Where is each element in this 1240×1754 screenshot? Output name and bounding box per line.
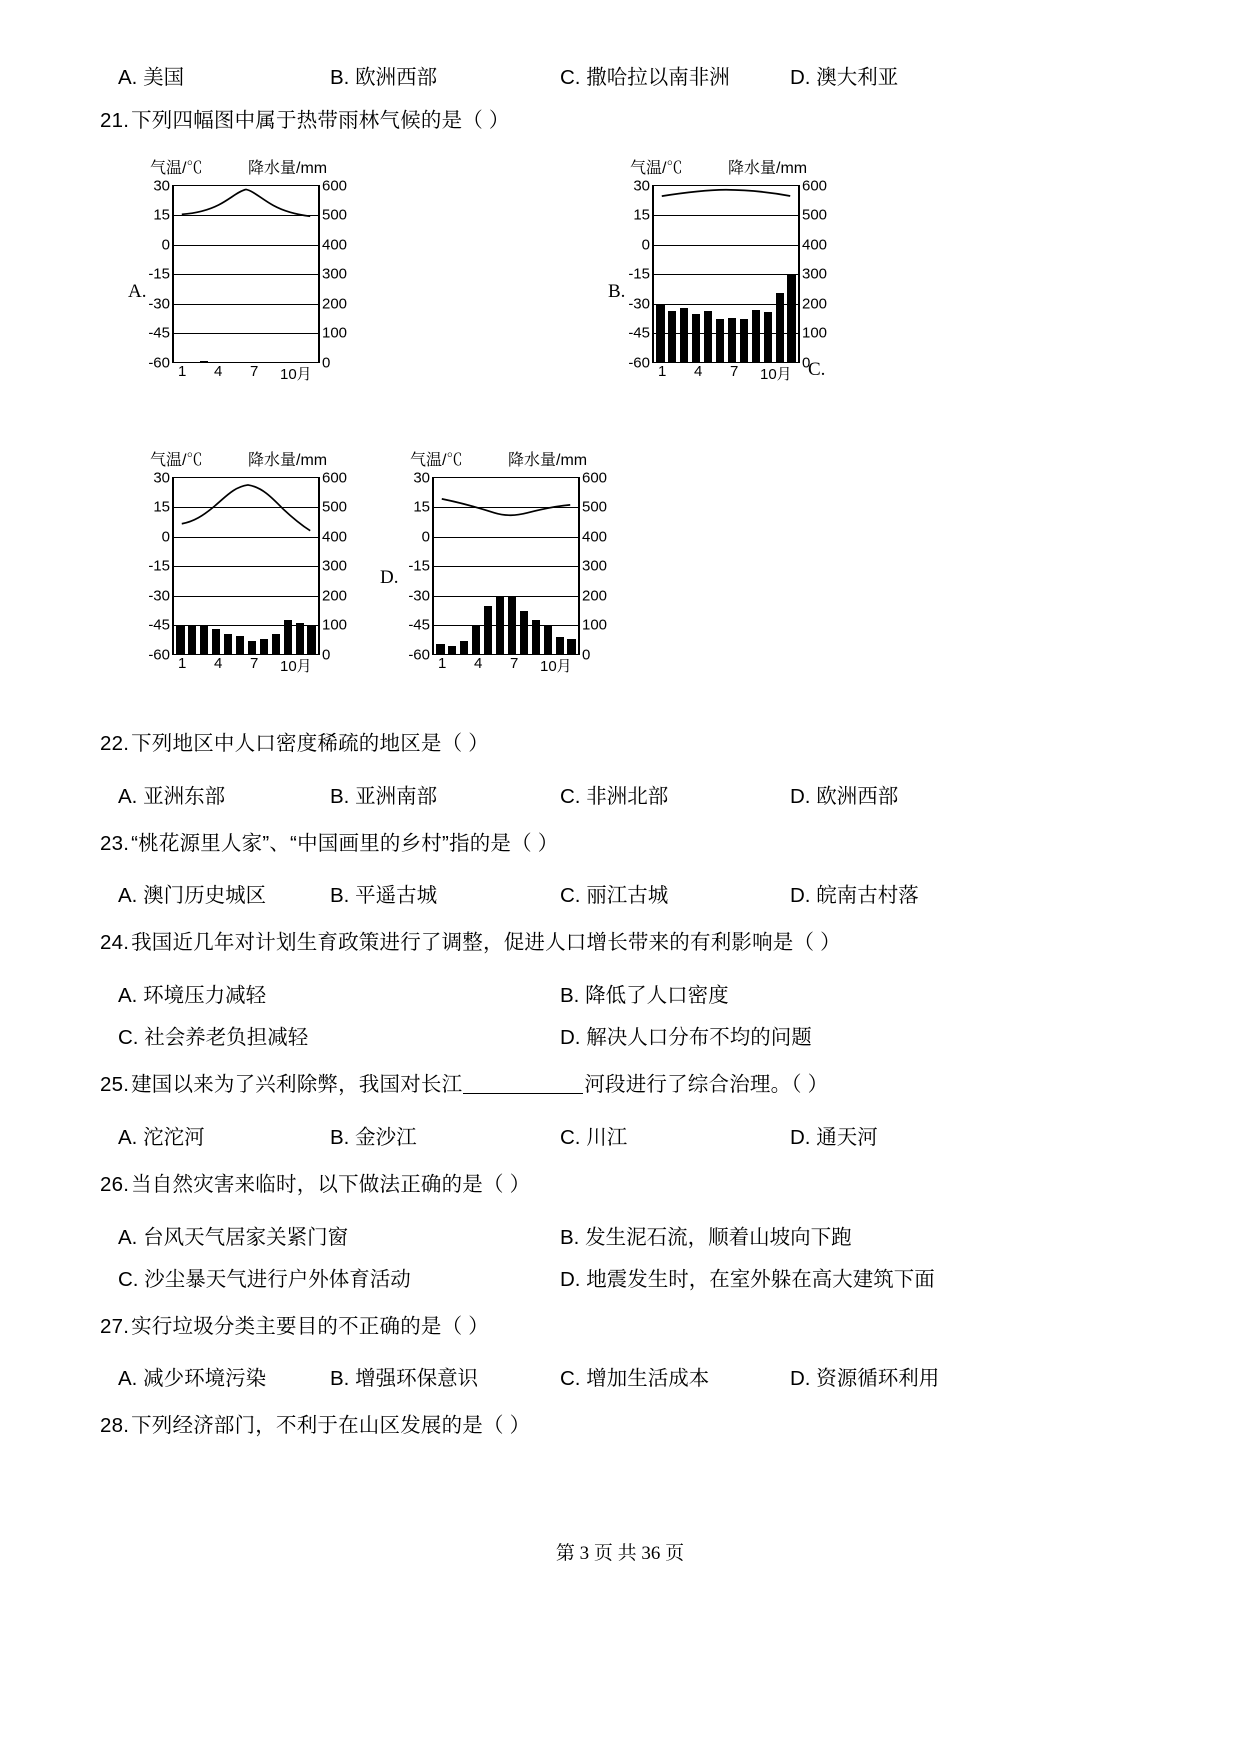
chart-d-ytick-0: 30 [413,469,430,487]
chart-c-month-tick-1: 1 [178,654,187,672]
chart-a-month-tick-2: 4 [214,362,223,380]
chart-b-ytick-2: 0 [641,236,650,254]
question-22-options [100,779,1140,821]
chart-d-month-labels [432,655,580,677]
chart-d [380,447,620,675]
chart-d-y2tick-6: 0 [582,646,591,664]
q22-option-b[interactable]: B. 亚洲南部 [330,784,438,808]
q26-option-a[interactable]: A. 台风天气居家关紧门窗 [118,1225,349,1249]
chart-c [128,447,360,675]
chart-a-month-tick-3: 7 [250,362,259,380]
chart-a-temp-axis-label: 气温/℃ [150,159,203,177]
chart-c-month-tick-4: 10月 [280,657,312,675]
q27-option-a[interactable]: A. 减少环境污染 [118,1367,267,1391]
question-25-text-before: 建国以来为了兴利除弊，我国对长江 [131,1073,463,1096]
chart-a [128,155,360,383]
question-28-number: 28. [100,1414,130,1438]
chart-d-y2tick-2: 400 [582,528,608,546]
chart-b-header [608,155,840,179]
page-content [100,60,1140,1442]
chart-c-ytick-1: 15 [153,498,170,516]
chart-b-month-tick-3: 7 [730,362,739,380]
chart-d-ytick-2: 0 [421,528,430,546]
question-24-number: 24. [100,931,130,955]
chart-a-y2tick-2: 400 [322,236,348,254]
chart-d-y2tick-0: 600 [582,469,608,487]
chart-a-ytick-0: 30 [153,177,170,195]
q27-option-d[interactable]: D. 资源循环利用 [790,1367,940,1391]
q20-option-a[interactable]: A. 美国 [118,66,185,89]
chart-d-y2tick-1: 500 [582,498,608,516]
q22-option-c[interactable]: C. 非洲北部 [560,784,669,808]
chart-b [608,155,840,383]
question-24-options-row-1 [100,978,1140,1020]
question-26-options-row-1 [100,1220,1140,1262]
chart-b-ytick-1: 15 [633,206,650,224]
chart-d-option-label: D. [380,566,399,588]
chart-d-month-tick-2: 4 [474,654,483,672]
chart-d-ytick-6: -60 [408,646,430,664]
q26-option-b[interactable]: B. 发生泥石流，顺着山坡向下跑 [560,1225,852,1249]
question-25-stem [100,1070,1140,1101]
q27-option-c[interactable]: C. 增加生活成本 [560,1367,710,1391]
chart-d-plot-area [380,469,620,675]
chart-b-precip-axis-label: 降水量/mm [728,159,808,177]
question-25-number: 25. [100,1073,130,1096]
question-23-number: 23. [100,831,130,855]
chart-c-plot [148,469,348,664]
chart-c-y2tick-5: 100 [322,616,348,634]
chart-a-plot [148,177,348,372]
chart-a-temperature-curve [174,186,318,363]
spacer [100,859,1140,878]
chart-a-ytick-3: -15 [148,265,170,283]
chart-d-temperature-curve [434,478,578,655]
chart-c-ytick-3: -15 [148,557,170,575]
chart-c-ytick-6: -60 [148,646,170,664]
chart-b-month-tick-1: 1 [658,362,667,380]
q20-option-d[interactable]: D. 澳大利亚 [790,66,899,89]
question-21-number: 21. [100,109,130,132]
chart-c-temperature-curve [174,478,318,655]
spacer [100,959,1140,978]
question-23-options [100,878,1140,920]
chart-b-ytick-5: -45 [628,324,650,342]
q24-option-c[interactable]: C. 社会养老负担减轻 [118,1026,309,1049]
chart-c-precip-axis-label: 降水量/mm [248,451,328,469]
question-24-options-row-2 [100,1020,1140,1062]
question-23-stem [100,829,1140,860]
chart-a-y2tick-3: 300 [322,265,348,283]
q25-option-d[interactable]: D. 通天河 [790,1125,878,1149]
chart-c-ytick-0: 30 [153,469,170,487]
chart-a-precip-axis-label: 降水量/mm [248,159,328,177]
chart-b-month-tick-2: 4 [694,362,703,380]
chart-a-y2tick-5: 100 [322,324,348,342]
spacer [100,1201,1140,1220]
question-27-text: 实行垃圾分类主要目的不正确的是（ ） [131,1314,489,1338]
chart-d-ytick-4: -30 [408,587,430,605]
question-23-text: “桃花源里人家”、“中国画里的乡村”指的是（ ） [131,831,559,855]
question-25-options [100,1120,1140,1162]
chart-a-y2tick-6: 0 [322,354,331,372]
chart-a-header [128,155,360,179]
chart-a-ytick-4: -30 [148,295,170,313]
chart-d-y2tick-5: 100 [582,616,608,634]
chart-c-y2tick-3: 300 [322,557,348,575]
chart-a-month-tick-1: 1 [178,362,187,380]
chart-b-y2tick-6: 0 [802,354,811,372]
question-27-stem [100,1312,1140,1343]
chart-b-temperature-curve [654,186,798,363]
chart-a-ytick-6: -60 [148,354,170,372]
q25-option-b[interactable]: B. 金沙江 [330,1125,417,1149]
chart-b-y2tick-5: 100 [802,324,828,342]
chart-d-y2tick-4: 200 [582,587,608,605]
question-28-text: 下列经济部门，不利于在山区发展的是（ ） [131,1414,531,1438]
q26-option-c[interactable]: C. 沙尘暴天气进行户外体育活动 [118,1267,411,1291]
chart-b-y2tick-4: 200 [802,295,828,313]
q23-option-a[interactable]: A. 澳门历史城区 [118,884,267,908]
q25-option-c[interactable]: C. 川江 [560,1125,628,1149]
question-22-stem [100,729,1140,760]
chart-a-ytick-1: 15 [153,206,170,224]
chart-c-ytick-4: -30 [148,587,170,605]
q20-option-b[interactable]: B. 欧洲西部 [330,66,438,89]
chart-b-plot [628,177,828,372]
question-22-text: 下列地区中人口密度稀疏的地区是（ ） [131,731,489,755]
chart-b-y2tick-0: 600 [802,177,828,195]
q23-option-d[interactable]: D. 皖南古村落 [790,884,919,908]
climate-charts-top-row [100,137,1140,437]
question-24-stem [100,928,1140,959]
chart-c-month-labels [172,655,320,677]
chart-b-y2tick-2: 400 [802,236,828,254]
q20-option-c[interactable]: C. 撒哈拉以南非洲 [560,66,730,89]
chart-d-ytick-3: -15 [408,557,430,575]
chart-b-ytick-3: -15 [628,265,650,283]
chart-d-month-tick-1: 1 [438,654,447,672]
chart-c-y2tick-6: 0 [322,646,331,664]
chart-d-ytick-1: 15 [413,498,430,516]
question-26-number: 26. [100,1172,130,1196]
chart-b-month-labels [652,363,800,385]
question-21-stem [100,106,1140,137]
chart-d-month-tick-4: 10月 [540,657,572,675]
q24-option-d[interactable]: D. 解决人口分布不均的问题 [560,1026,812,1049]
question-25-blank[interactable] [463,1093,583,1094]
chart-a-y2tick-4: 200 [322,295,348,313]
chart-b-option-label: B. [608,280,626,302]
question-27-number: 27. [100,1314,130,1338]
chart-b-plot-area [608,177,840,383]
chart-b-temp-axis-label: 气温/℃ [630,159,683,177]
question-26-text: 当自然灾害来临时，以下做法正确的是（ ） [131,1172,531,1196]
q27-option-b[interactable]: B. 增强环保意识 [330,1367,479,1391]
chart-c-temp-axis-label: 气温/℃ [150,451,203,469]
chart-d-plot [408,469,608,664]
climate-charts-bottom-row [100,437,1140,713]
chart-d-ytick-5: -45 [408,616,430,634]
chart-b-y2tick-3: 300 [802,265,828,283]
chart-a-option-label: A. [128,280,147,302]
q24-option-a[interactable]: A. 环境压力减轻 [118,984,267,1007]
question-21-text: 下列四幅图中属于热带雨林气候的是（ ） [131,109,510,132]
chart-b-ytick-6: -60 [628,354,650,372]
question-25-text-after: 河段进行了综合治理。（ ） [584,1073,829,1096]
question-26-stem [100,1170,1140,1201]
question-24-text: 我国近几年对计划生育政策进行了调整，促进人口增长带来的有利影响是（ ） [131,931,841,955]
chart-a-y2tick-1: 500 [322,206,348,224]
question-26-options-row-2 [100,1262,1140,1304]
chart-a-ytick-2: 0 [161,236,170,254]
q24-option-b[interactable]: B. 降低了人口密度 [560,984,729,1007]
chart-c-y2tick-2: 400 [322,528,348,546]
chart-d-temp-axis-label: 气温/℃ [410,451,463,469]
chart-c-month-tick-2: 4 [214,654,223,672]
q22-option-a[interactable]: A. 亚洲东部 [118,784,226,808]
chart-d-y2tick-3: 300 [582,557,608,575]
page-footer: 第 3 页 共 36 页 [555,1543,685,1564]
chart-c-option-label: C. [808,358,826,380]
chart-a-month-labels [172,363,320,385]
chart-c-month-tick-3: 7 [250,654,259,672]
chart-a-month-tick-4: 10月 [280,365,312,383]
chart-c-y2tick-0: 600 [322,469,348,487]
chart-d-precip-axis-label: 降水量/mm [508,451,588,469]
spacer [100,1342,1140,1361]
question-28-stem [100,1411,1140,1442]
spacer [100,760,1140,779]
chart-b-month-tick-4: 10月 [760,365,792,383]
chart-a-plot-area [128,177,360,383]
chart-b-y2tick-1: 500 [802,206,828,224]
chart-b-ytick-4: -30 [628,295,650,313]
chart-d-month-tick-3: 7 [510,654,519,672]
question-22-number: 22. [100,731,130,755]
chart-a-ytick-5: -45 [148,324,170,342]
q23-option-b[interactable]: B. 平遥古城 [330,884,438,908]
q23-option-c[interactable]: C. 丽江古城 [560,884,669,908]
chart-c-plot-area [128,469,360,675]
q25-option-a[interactable]: A. 沱沱河 [118,1125,205,1149]
chart-c-ytick-2: 0 [161,528,170,546]
chart-b-ytick-0: 30 [633,177,650,195]
spacer [100,1101,1140,1120]
chart-a-y2tick-0: 600 [322,177,348,195]
question-27-options [100,1361,1140,1403]
chart-c-y2tick-4: 200 [322,587,348,605]
chart-c-ytick-5: -45 [148,616,170,634]
q26-option-d[interactable]: D. 地震发生时，在室外躲在高大建筑下面 [560,1267,935,1291]
chart-d-header [388,447,620,471]
q20-options-row [100,60,1140,106]
chart-c-header [128,447,360,471]
q22-option-d[interactable]: D. 欧洲西部 [790,784,899,808]
chart-c-y2tick-1: 500 [322,498,348,516]
